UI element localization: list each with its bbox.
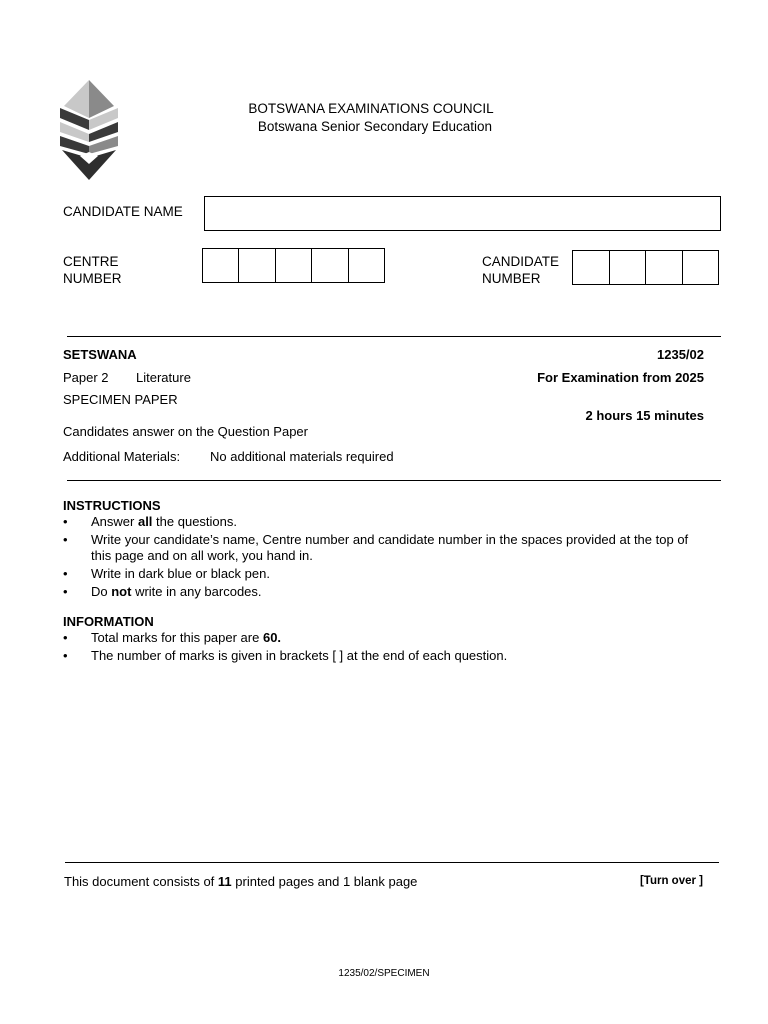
divider bbox=[67, 480, 721, 481]
candidate-name-field[interactable] bbox=[204, 196, 721, 231]
information-item: • The number of marks is given in brackets [ ] at the end of each question. bbox=[63, 648, 703, 664]
candidate-number-label: CANDIDATE NUMBER bbox=[482, 254, 560, 286]
paper-code: 1235/02 bbox=[657, 347, 704, 362]
document-reference: 1235/02/SPECIMEN bbox=[338, 968, 430, 979]
candidate-number-cell[interactable] bbox=[683, 251, 719, 284]
information-heading: INFORMATION bbox=[63, 614, 154, 629]
answer-instruction: Candidates answer on the Question Paper bbox=[63, 424, 308, 439]
centre-number-cell[interactable] bbox=[312, 249, 348, 282]
information-item: • Total marks for this paper are 60. bbox=[63, 630, 703, 646]
instructions-heading: INSTRUCTIONS bbox=[63, 498, 161, 513]
programme-title: Botswana Senior Secondary Education bbox=[257, 119, 493, 134]
materials-label: Additional Materials: bbox=[63, 449, 181, 464]
exam-from: For Examination from 2025 bbox=[537, 370, 704, 385]
instruction-item: • Write in dark blue or black pen. bbox=[63, 566, 703, 582]
page-count-note: This document consists of 11 printed pages and 1 blank page bbox=[64, 874, 418, 889]
information-list bbox=[63, 630, 703, 666]
instructions-list bbox=[63, 514, 703, 602]
subject-title: SETSWANA bbox=[63, 347, 137, 362]
centre-number-boxes[interactable] bbox=[202, 248, 385, 283]
divider bbox=[65, 862, 719, 863]
paper-number: Paper 2 bbox=[63, 370, 109, 385]
candidate-name-label: CANDIDATE NAME bbox=[63, 204, 183, 219]
candidate-number-cell[interactable] bbox=[610, 251, 647, 284]
turn-over: [Turn over ] bbox=[639, 875, 703, 887]
instruction-item: • Do not write in any barcodes. bbox=[63, 584, 703, 600]
council-title: BOTSWANA EXAMINATIONS COUNCIL bbox=[248, 101, 494, 116]
instruction-item: • Write your candidate’s name, Centre number and candidate number in the spaces provided at the top of this page and on all work, you hand in. bbox=[63, 532, 703, 564]
candidate-number-boxes[interactable] bbox=[572, 250, 719, 285]
instruction-item: • Answer all the questions. bbox=[63, 514, 703, 530]
paper-component: Literature bbox=[136, 370, 191, 385]
duration: 2 hours 15 minutes bbox=[585, 408, 704, 423]
centre-number-cell[interactable] bbox=[203, 249, 239, 282]
centre-number-cell[interactable] bbox=[276, 249, 312, 282]
centre-number-label: CENTRE NUMBER bbox=[63, 254, 122, 286]
materials-value: No additional materials required bbox=[210, 449, 394, 464]
paper-type: SPECIMEN PAPER bbox=[63, 392, 178, 407]
candidate-number-cell[interactable] bbox=[573, 251, 610, 284]
centre-number-cell[interactable] bbox=[239, 249, 275, 282]
centre-number-cell[interactable] bbox=[349, 249, 384, 282]
divider bbox=[67, 336, 721, 337]
candidate-number-cell[interactable] bbox=[646, 251, 683, 284]
